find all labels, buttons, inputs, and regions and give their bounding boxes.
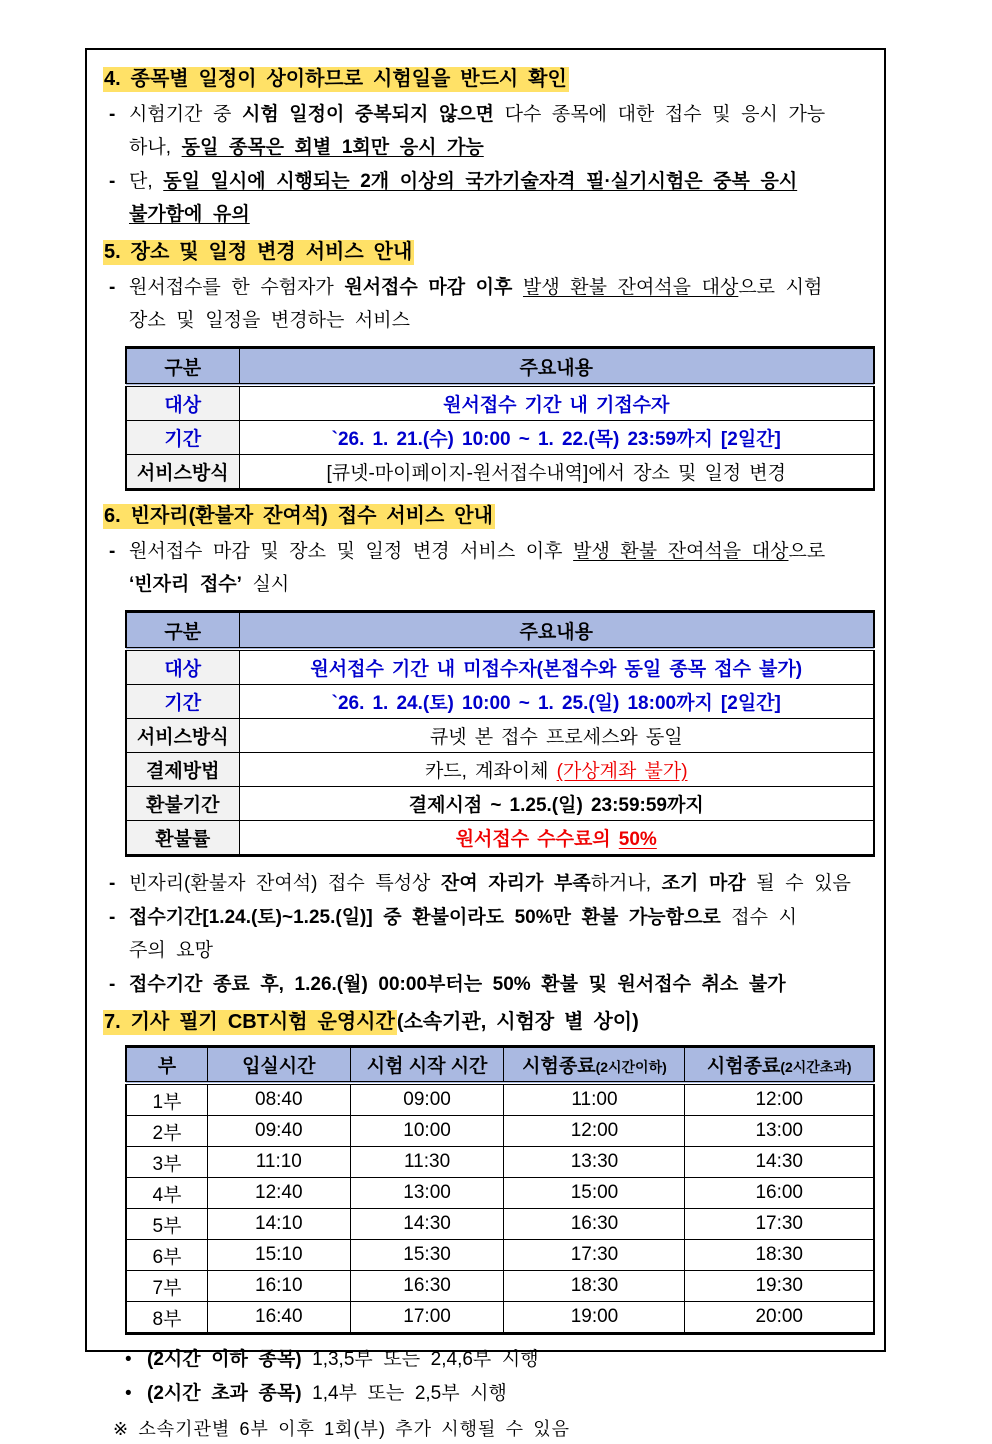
row-value: 결제시점 ~ 1.25.(일) 23:59:59까지 [239, 787, 874, 821]
dash-marker: - [109, 873, 116, 894]
table-row [126, 1116, 874, 1147]
text-run: 장소 및 일정을 변경하는 서비스 [129, 310, 410, 331]
row-value: `26. 1. 21.(수) 10:00 ~ 1. 22.(목) 23:59까지 [2일간] [239, 421, 874, 455]
text-run: 하나, [129, 137, 182, 158]
section-5-bullet-1-text [129, 271, 870, 337]
time-cell: 15:00 [504, 1178, 685, 1209]
time-cell: 15:10 [207, 1240, 350, 1271]
text-run-bold: 조기 마감 [661, 873, 746, 894]
section-4-bullet-2 [109, 165, 870, 231]
section-6-heading [103, 501, 870, 531]
row-label: 서비스방식 [126, 455, 239, 490]
text-run: 시험종료 [522, 1056, 596, 1077]
section-5-bullet-1 [109, 271, 870, 337]
text-run: 실시 [241, 574, 290, 595]
text-run: 으로 [788, 541, 826, 562]
text-run-bold: (2시간 초과 종목) [147, 1383, 302, 1404]
time-cell: 15:30 [350, 1240, 504, 1271]
dash-marker: - [109, 541, 116, 562]
session-cell: 1부 [126, 1083, 207, 1116]
row-value: `26. 1. 24.(토) 10:00 ~ 1. 25.(일) 18:00까지 [2일간] [239, 685, 874, 719]
section-6-bullet-4 [109, 968, 870, 1001]
dash-marker: - [109, 974, 116, 995]
table-row [126, 685, 874, 719]
session-cell: 4부 [126, 1178, 207, 1209]
text-run-bold-underline: 불가함에 유의 [129, 204, 250, 225]
table-row [126, 1209, 874, 1240]
session-cell: 7부 [126, 1271, 207, 1302]
time-cell: 12:40 [207, 1178, 350, 1209]
table-row [126, 787, 874, 821]
bullet-dot-marker: • [125, 1383, 132, 1404]
time-cell: 08:40 [207, 1083, 350, 1116]
text-run: 될 수 있음 [745, 873, 851, 894]
table-header-row [126, 1047, 874, 1084]
table-row [126, 1240, 874, 1271]
time-cell: 10:00 [350, 1116, 504, 1147]
time-cell: 14:30 [685, 1147, 874, 1178]
section-6-bullet-2-text [129, 867, 870, 900]
time-cell: 14:30 [350, 1209, 504, 1240]
time-cell: 14:10 [207, 1209, 350, 1240]
time-cell: 20:00 [685, 1302, 874, 1334]
section-5-heading-highlight: 5. 장소 및 일정 변경 서비스 안내 [104, 241, 413, 263]
table-row [126, 649, 874, 685]
table-row [126, 753, 874, 787]
time-cell: 11:30 [350, 1147, 504, 1178]
place-change-service-table [125, 346, 875, 491]
time-cell: 16:00 [685, 1178, 874, 1209]
text-run-underline: 발생 환불 잔여석을 대상 [573, 541, 789, 562]
table-row [126, 1271, 874, 1302]
col-header-start-time: 시험 시작 시간 [350, 1047, 504, 1084]
text-run: 원서접수를 한 수험자가 [129, 277, 345, 298]
section-6-bullet-1-text [129, 535, 870, 601]
time-cell: 16:10 [207, 1271, 350, 1302]
time-cell: 18:30 [504, 1271, 685, 1302]
session-cell: 5부 [126, 1209, 207, 1240]
row-label: 대상 [126, 385, 239, 421]
time-cell: 19:30 [685, 1271, 874, 1302]
bullet-dot-marker: • [125, 1349, 132, 1370]
text-run-underline: 발생 환불 잔여석을 대상 [522, 277, 739, 298]
text-run-bold-underline: 동일 종목은 회별 1회만 응시 가능 [181, 137, 484, 158]
row-label: 환불률 [126, 821, 239, 856]
session-cell: 6부 [126, 1240, 207, 1271]
session-cell: 3부 [126, 1147, 207, 1178]
section-7-heading-rest: (소속기관, 시험장 별 상이) [396, 1011, 639, 1033]
col-header-gubun: 구분 [126, 348, 239, 386]
text-run: 1,3,5부 또는 2,4,6부 시행 [301, 1349, 539, 1370]
time-cell: 13:30 [504, 1147, 685, 1178]
dash-marker: - [109, 104, 116, 125]
row-label: 서비스방식 [126, 719, 239, 753]
time-cell: 12:00 [504, 1116, 685, 1147]
text-run: 으로 시험 [738, 277, 823, 298]
time-cell: 13:00 [685, 1116, 874, 1147]
col-header-content: 주요내용 [239, 612, 874, 650]
notice-page [85, 48, 886, 1439]
section-4-bullet-1 [109, 98, 870, 164]
text-run-bold: ‘빈자리 접수’ [129, 574, 242, 595]
row-value: 원서접수 기간 내 기접수자 [239, 385, 874, 421]
section-4-bullet-2-text [129, 165, 870, 231]
table-row [126, 421, 874, 455]
text-run: 단, [129, 171, 164, 192]
row-label: 결제방법 [126, 753, 239, 787]
table-header-row [126, 348, 874, 386]
section-7-footnote: ※ 소속기관별 6부 이후 1회(부) 추가 시행될 수 있음 [113, 1419, 571, 1439]
time-cell: 12:00 [685, 1083, 874, 1116]
section-4-heading [103, 64, 870, 94]
time-cell: 18:30 [685, 1240, 874, 1271]
dash-marker: - [109, 907, 116, 928]
section-6-heading-highlight: 6. 빈자리(환불자 잔여석) 접수 서비스 안내 [104, 505, 493, 527]
text-run-bold: 원서접수 마감 이후 [344, 277, 523, 298]
text-run-bold: (2시간 이하 종목) [147, 1349, 302, 1370]
table-row [126, 1178, 874, 1209]
section-6-bullet-3-text [129, 901, 870, 967]
section-7-note-2 [125, 1377, 870, 1410]
text-run: 카드, 계좌이체 [424, 761, 557, 782]
time-cell: 09:40 [207, 1116, 350, 1147]
table-row [126, 1083, 874, 1116]
col-header-end-over2h [685, 1047, 874, 1084]
row-label: 대상 [126, 649, 239, 685]
time-cell: 13:00 [350, 1178, 504, 1209]
table-row [126, 1147, 874, 1178]
text-run: 시험종료 [706, 1056, 781, 1077]
dash-marker: - [109, 277, 116, 298]
time-cell: 11:00 [504, 1083, 685, 1116]
table-row [126, 1302, 874, 1334]
text-run-bold-underline: 동일 일시에 시행되는 2개 이상의 국가기술자격 필·실기시험은 중복 응시 [163, 171, 798, 192]
text-run-bold: 잔여 자리가 부족 [441, 873, 591, 894]
section-6-bullet-4-text: 접수기간 종료 후, 1.26.(월) 00:00부터는 50% 환불 및 원서접수 취소 불가 [129, 974, 786, 995]
session-cell: 2부 [126, 1116, 207, 1147]
col-header-entry-time: 입실시간 [207, 1047, 350, 1084]
table-row [126, 455, 874, 490]
text-run: 접수 시 [720, 907, 797, 928]
cbt-exam-time-table [125, 1045, 875, 1335]
time-cell: 16:30 [504, 1209, 685, 1240]
time-cell: 17:30 [685, 1209, 874, 1240]
section-7-note-1 [125, 1343, 870, 1376]
text-run: 다수 종목에 대한 접수 및 응시 가능 [494, 104, 826, 125]
text-run: 1,4부 또는 2,5부 시행 [301, 1383, 507, 1404]
text-run-red: 원서접수 수수료의 [455, 829, 619, 850]
row-value: [큐넷-마이페이지-원서접수내역]에서 장소 및 일정 변경 [239, 455, 874, 490]
time-cell: 17:30 [504, 1240, 685, 1271]
row-label: 기간 [126, 685, 239, 719]
table-row [126, 719, 874, 753]
text-run: 주의 요망 [129, 940, 214, 961]
row-value [239, 753, 874, 787]
row-value: 원서접수 기간 내 미접수자(본접수와 동일 종목 접수 불가) [239, 649, 874, 685]
session-cell: 8부 [126, 1302, 207, 1334]
text-run-red-underline: (가상계좌 불가) [556, 761, 688, 782]
text-run: 원서접수 마감 및 장소 및 일정 변경 서비스 이후 [129, 541, 574, 562]
text-run-small: (2시간초과) [780, 1059, 852, 1075]
section-7-heading-highlight: 7. 기사 필기 CBT시험 운영시간 [104, 1011, 395, 1033]
table-row [126, 821, 874, 856]
section-5-heading [103, 237, 870, 267]
col-header-session: 부 [126, 1047, 207, 1084]
section-4-bullet-1-text [129, 98, 870, 164]
section-6-bullet-1 [109, 535, 870, 601]
time-cell: 19:00 [504, 1302, 685, 1334]
row-value [239, 821, 874, 856]
text-run-red-underline: 50% [618, 829, 657, 850]
time-cell: 16:40 [207, 1302, 350, 1334]
section-6-bullet-2 [109, 867, 870, 900]
text-run-bold: 접수기간[1.24.(토)~1.25.(일)] 중 환불이라도 50%만 환불 가능함으로 [129, 907, 721, 928]
row-label: 기간 [126, 421, 239, 455]
section-7-note-2-text [147, 1377, 870, 1410]
dash-marker: - [109, 171, 116, 192]
table-row [126, 385, 874, 421]
time-cell: 16:30 [350, 1271, 504, 1302]
time-cell: 11:10 [207, 1147, 350, 1178]
section-7-note-1-text [147, 1343, 870, 1376]
text-run: 시험기간 중 [129, 104, 242, 125]
section-4-heading-highlight: 4. 종목별 일정이 상이하므로 시험일을 반드시 확인 [104, 68, 567, 90]
text-run-bold: 시험 일정이 중복되지 않으면 [241, 104, 495, 125]
time-cell: 09:00 [350, 1083, 504, 1116]
text-run: 하거나, [590, 873, 662, 894]
col-header-content: 주요내용 [239, 348, 874, 386]
text-run-small: (2시간이하) [595, 1059, 667, 1075]
row-label: 환불기간 [126, 787, 239, 821]
time-cell: 17:00 [350, 1302, 504, 1334]
empty-seat-service-table [125, 610, 875, 857]
text-run: 빈자리(환불자 잔여석) 접수 특성상 [129, 873, 442, 894]
table-header-row [126, 612, 874, 650]
col-header-gubun: 구분 [126, 612, 239, 650]
section-7-heading [103, 1007, 870, 1037]
col-header-end-under2h [504, 1047, 685, 1084]
row-value: 큐넷 본 접수 프로세스와 동일 [239, 719, 874, 753]
section-6-bullet-3 [109, 901, 870, 967]
